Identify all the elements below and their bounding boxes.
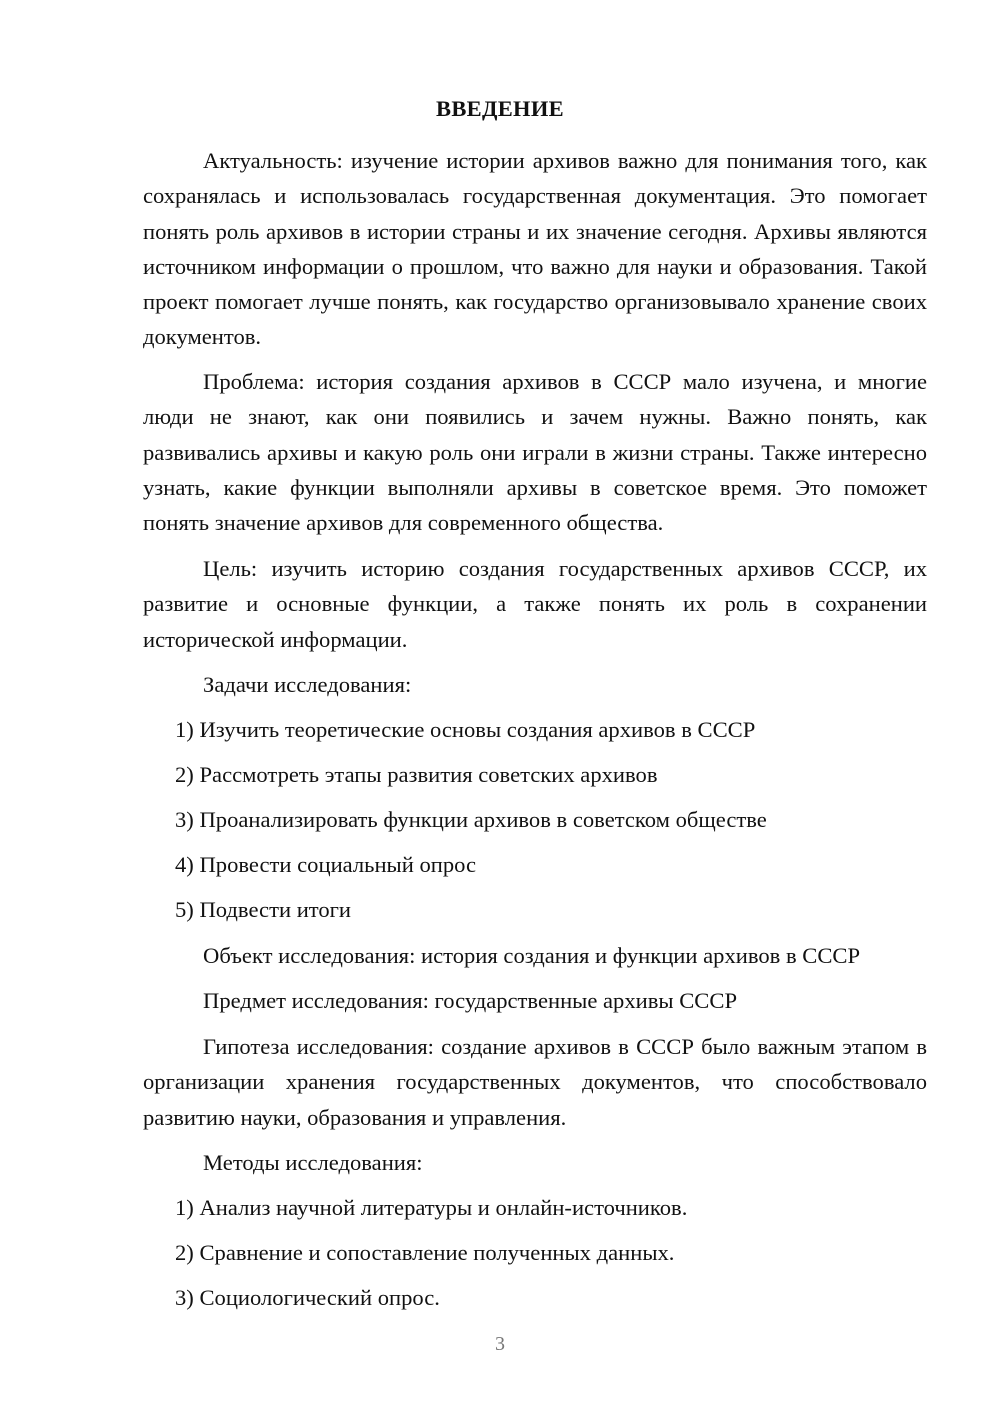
research-object: Объект исследования: история создания и функции архивов в СССР xyxy=(203,943,861,968)
method-item: 2) Сравнение и сопоставление полученных данных. xyxy=(175,1240,675,1265)
method-item: 3) Социологический опрос. xyxy=(175,1285,440,1310)
method-item: 1) Анализ научной литературы и онлайн-источников. xyxy=(175,1195,688,1220)
task-item: 3) Проанализировать функции архивов в советском обществе xyxy=(175,807,767,832)
task-item: 1) Изучить теоретические основы создания архивов в СССР xyxy=(175,717,756,742)
page-number: 3 xyxy=(495,1333,505,1355)
problem-paragraph: Проблема: история создания архивов в СССР мало изучена, и многие люди не знают, как они появились и зачем нужны. Важно понять, как развивались архивы и какую роль они играли в жизни страны. Также интересно узнать, какие функции выполняли архивы в советское время. Это поможет понять значение архивов для современного общества. xyxy=(143,369,927,536)
task-item: 4) Провести социальный опрос xyxy=(175,852,477,877)
hypothesis-paragraph: Гипотеза исследования: создание архивов в СССР было важным этапом в организации хранения государственных документов, что способствовало развитию науки, образования и управления. xyxy=(143,1034,927,1130)
tasks-heading: Задачи исследования: xyxy=(203,672,412,697)
research-subject: Предмет исследования: государственные архивы СССР xyxy=(203,988,738,1013)
relevance-paragraph: Актуальность: изучение истории архивов важно для понимания того, как сохранялась и использовалась государственная документация. Это помогает понять роль архивов в истории страны и их значение сегодня. Архивы являются источником информации о прошлом, что важно для науки и образования. Такой проект помогает лучше понять, как государство организовывало хранение своих документов. xyxy=(143,148,927,350)
task-item: 5) Подвести итоги xyxy=(175,897,352,922)
methods-heading: Методы исследования: xyxy=(203,1150,423,1175)
task-item: 2) Рассмотреть этапы развития советских архивов xyxy=(175,762,658,787)
page-title: ВВЕДЕНИЕ xyxy=(436,96,564,121)
goal-paragraph: Цель: изучить историю создания государственных архивов СССР, их развитие и основные функции, а также понять их роль в сохранении исторической информации. xyxy=(143,556,927,652)
